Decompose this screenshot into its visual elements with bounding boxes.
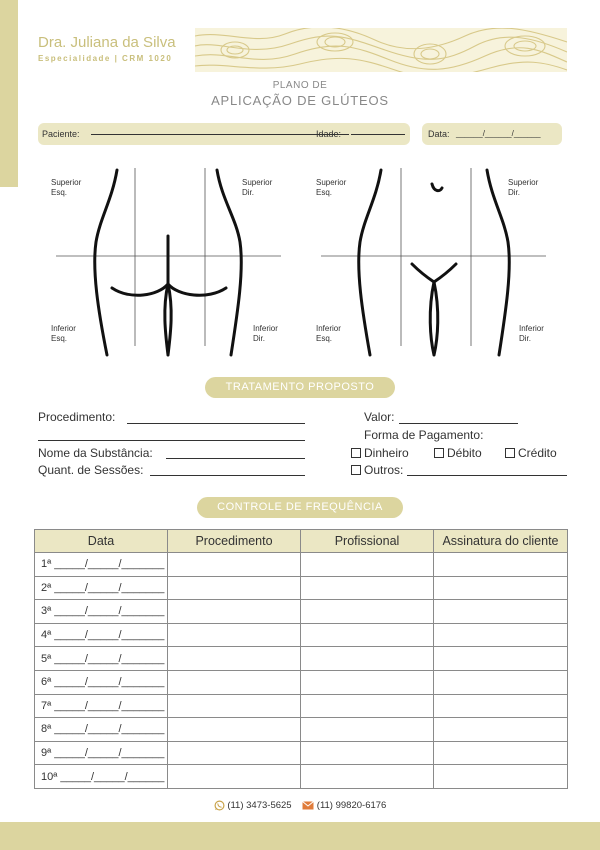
table-row — [35, 600, 568, 624]
column-header-date: Data — [35, 530, 168, 553]
value-label: Valor: — [364, 410, 395, 424]
table-header-row — [35, 530, 568, 553]
payment-label: Forma de Pagamento: — [364, 428, 484, 442]
procedure-cell[interactable] — [168, 765, 301, 789]
label-lower-right-back — [253, 324, 278, 344]
label-line: Esq. — [316, 188, 333, 197]
table-row — [35, 670, 568, 694]
procedure-label: Procedimento: — [38, 410, 116, 424]
label-line: Superior — [316, 178, 347, 187]
label-line: Dir. — [242, 188, 254, 197]
payment-option-cash[interactable] — [351, 446, 409, 460]
professional-cell[interactable] — [301, 718, 434, 742]
session-date-cell[interactable]: 8ª _____/_____/_______ — [35, 718, 168, 742]
procedure-field[interactable] — [127, 423, 305, 424]
procedure-cell[interactable] — [168, 623, 301, 647]
credit-label: Crédito — [518, 446, 557, 460]
procedure-cell[interactable] — [168, 576, 301, 600]
professional-cell[interactable] — [301, 765, 434, 789]
checkbox-credit[interactable] — [505, 448, 515, 458]
substance-field[interactable] — [166, 458, 305, 459]
session-date-cell[interactable]: 3ª _____/_____/_______ — [35, 600, 168, 624]
email-icon — [302, 801, 314, 810]
session-date-cell[interactable]: 5ª _____/_____/_______ — [35, 647, 168, 671]
patient-bar — [38, 123, 410, 145]
date-label: Data: — [428, 129, 450, 139]
session-date-cell[interactable]: 2ª _____/_____/_______ — [35, 576, 168, 600]
age-label: Idade: — [316, 129, 342, 139]
phone-number[interactable]: (11) 3473-5625 — [227, 800, 292, 811]
procedure-cell[interactable] — [168, 694, 301, 718]
label-line: Esq. — [51, 334, 68, 343]
table-row — [35, 765, 568, 789]
payment-option-others[interactable] — [351, 463, 403, 477]
sessions-label: Quant. de Sessões: — [38, 463, 144, 477]
frequency-section-title: CONTROLE DE FREQUÊNCIA — [197, 497, 403, 518]
label-lower-left-front — [316, 324, 341, 344]
date-bar — [422, 123, 562, 145]
label-line: Inferior — [316, 324, 341, 333]
procedure-cell[interactable] — [168, 670, 301, 694]
signature-cell[interactable] — [434, 600, 568, 624]
mobile-number[interactable]: (11) 99820-6176 — [316, 800, 387, 811]
label-line: Inferior — [519, 324, 544, 333]
procedure-cell[interactable] — [168, 600, 301, 624]
cash-label: Dinheiro — [364, 446, 409, 460]
procedure-cell[interactable] — [168, 553, 301, 577]
patient-label: Paciente: — [42, 129, 80, 139]
others-field[interactable] — [407, 475, 567, 476]
procedure-field-line-2[interactable] — [38, 440, 305, 441]
label-line: Esq. — [51, 188, 68, 197]
procedure-cell[interactable] — [168, 718, 301, 742]
professional-cell[interactable] — [301, 623, 434, 647]
session-date-cell[interactable]: 6ª _____/_____/_______ — [35, 670, 168, 694]
label-line: Superior — [51, 178, 82, 187]
checkbox-debit[interactable] — [434, 448, 444, 458]
professional-cell[interactable] — [301, 741, 434, 765]
signature-cell[interactable] — [434, 553, 568, 577]
signature-cell[interactable] — [434, 765, 568, 789]
checkbox-others[interactable] — [351, 465, 361, 475]
signature-cell[interactable] — [434, 576, 568, 600]
checkbox-cash[interactable] — [351, 448, 361, 458]
whatsapp-icon — [214, 800, 225, 811]
marble-pattern — [195, 28, 567, 72]
contact-line — [0, 800, 600, 811]
label-upper-left-back — [51, 178, 81, 198]
professional-cell[interactable] — [301, 647, 434, 671]
label-line: Dir. — [253, 334, 265, 343]
session-date-cell[interactable]: 4ª _____/_____/_______ — [35, 623, 168, 647]
footer-accent-bar — [0, 822, 600, 850]
table-row — [35, 623, 568, 647]
back-view-silhouette — [95, 170, 242, 355]
signature-cell[interactable] — [434, 647, 568, 671]
signature-cell[interactable] — [434, 623, 568, 647]
others-label: Outros: — [364, 463, 404, 477]
table-row — [35, 647, 568, 671]
signature-cell[interactable] — [434, 670, 568, 694]
professional-cell[interactable] — [301, 600, 434, 624]
payment-option-debit[interactable] — [434, 446, 482, 460]
professional-cell[interactable] — [301, 553, 434, 577]
professional-cell[interactable] — [301, 694, 434, 718]
label-upper-right-front — [508, 178, 538, 198]
table-row — [35, 741, 568, 765]
column-header-procedure: Procedimento — [168, 530, 301, 553]
value-field[interactable] — [399, 423, 518, 424]
signature-cell[interactable] — [434, 718, 568, 742]
professional-cell[interactable] — [301, 670, 434, 694]
label-lower-left-back — [51, 324, 76, 344]
table-row — [35, 718, 568, 742]
label-upper-left-front — [316, 178, 346, 198]
label-line: Dir. — [508, 188, 520, 197]
column-header-professional: Profissional — [301, 530, 434, 553]
doctor-specialty: Especialidade | CRM 1020 — [38, 54, 173, 63]
label-lower-right-front — [519, 324, 544, 344]
frequency-table — [34, 529, 568, 789]
session-date-cell[interactable]: 10ª _____/_____/______ — [35, 765, 168, 789]
date-field[interactable]: ______/______/______ — [456, 129, 541, 138]
label-line: Inferior — [51, 324, 76, 333]
label-line: Superior — [242, 178, 273, 187]
label-line: Esq. — [316, 334, 333, 343]
professional-cell[interactable] — [301, 576, 434, 600]
session-date-cell[interactable]: 1ª _____/_____/_______ — [35, 553, 168, 577]
treatment-section-title: TRATAMENTO PROPOSTO — [205, 377, 395, 398]
label-upper-right-back — [242, 178, 272, 198]
patient-name-field[interactable] — [91, 134, 349, 135]
signature-cell[interactable] — [434, 741, 568, 765]
label-line: Inferior — [253, 324, 278, 333]
sessions-field[interactable] — [150, 475, 305, 476]
column-header-signature: Assinatura do cliente — [434, 530, 568, 553]
doctor-name: Dra. Juliana da Silva — [38, 34, 176, 51]
session-date-cell[interactable]: 7ª _____/_____/_______ — [35, 694, 168, 718]
table-row — [35, 553, 568, 577]
signature-cell[interactable] — [434, 694, 568, 718]
session-date-cell[interactable]: 9ª _____/_____/_______ — [35, 741, 168, 765]
substance-label: Nome da Substância: — [38, 446, 153, 460]
procedure-cell[interactable] — [168, 741, 301, 765]
table-row — [35, 576, 568, 600]
payment-option-credit[interactable] — [505, 446, 557, 460]
plan-title-small: PLANO DE — [272, 80, 328, 91]
procedure-cell[interactable] — [168, 647, 301, 671]
label-line: Dir. — [519, 334, 531, 343]
front-view-silhouette — [359, 170, 510, 355]
age-field[interactable] — [351, 134, 405, 135]
debit-label: Débito — [447, 446, 482, 460]
plan-title-main: APLICAÇÃO DE GLÚTEOS — [211, 93, 389, 108]
table-row — [35, 694, 568, 718]
label-line: Superior — [508, 178, 539, 187]
